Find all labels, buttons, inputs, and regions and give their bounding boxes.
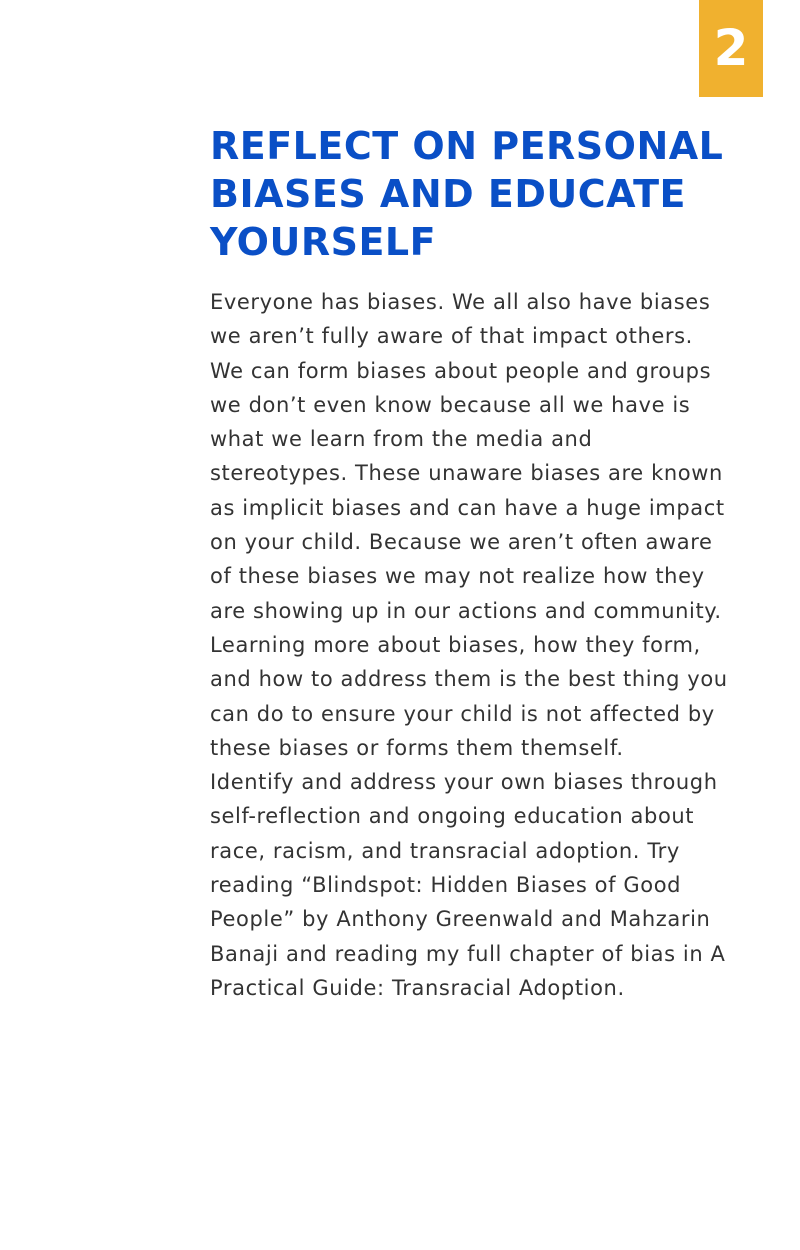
section-heading: REFLECT ON PERSONAL BIASES AND EDUCATE YOURSELF (210, 124, 724, 264)
paragraph-reading-recommendation: Identify and address your own biases through self-reflection and ongoing education about race, racism, and transracial adoption. Try reading “Blindspot: Hidden Biases of Good People” by Anthony Greenwald and Mahzarin Banaji and reading my full chapter of bias in A Practical Guide: Transracial Adoption. (210, 770, 726, 1000)
body-text (210, 285, 730, 1005)
page-number-badge: 2 (699, 0, 763, 97)
paragraph-biases-intro: Everyone has biases. We all also have biases we aren’t fully aware of that impact others. We can form biases about people and groups we don’t even know because all we have is what we learn from the media and stereotypes. These unaware biases are known as implicit biases and can have a huge impact on your child. Because we aren’t often aware of these biases we may not realize how they are showing up in our actions and community. Learning more about biases, how they form, and how to address them is the best thing you can do to ensure your child is not affected by these biases or forms them themself. (210, 290, 728, 760)
